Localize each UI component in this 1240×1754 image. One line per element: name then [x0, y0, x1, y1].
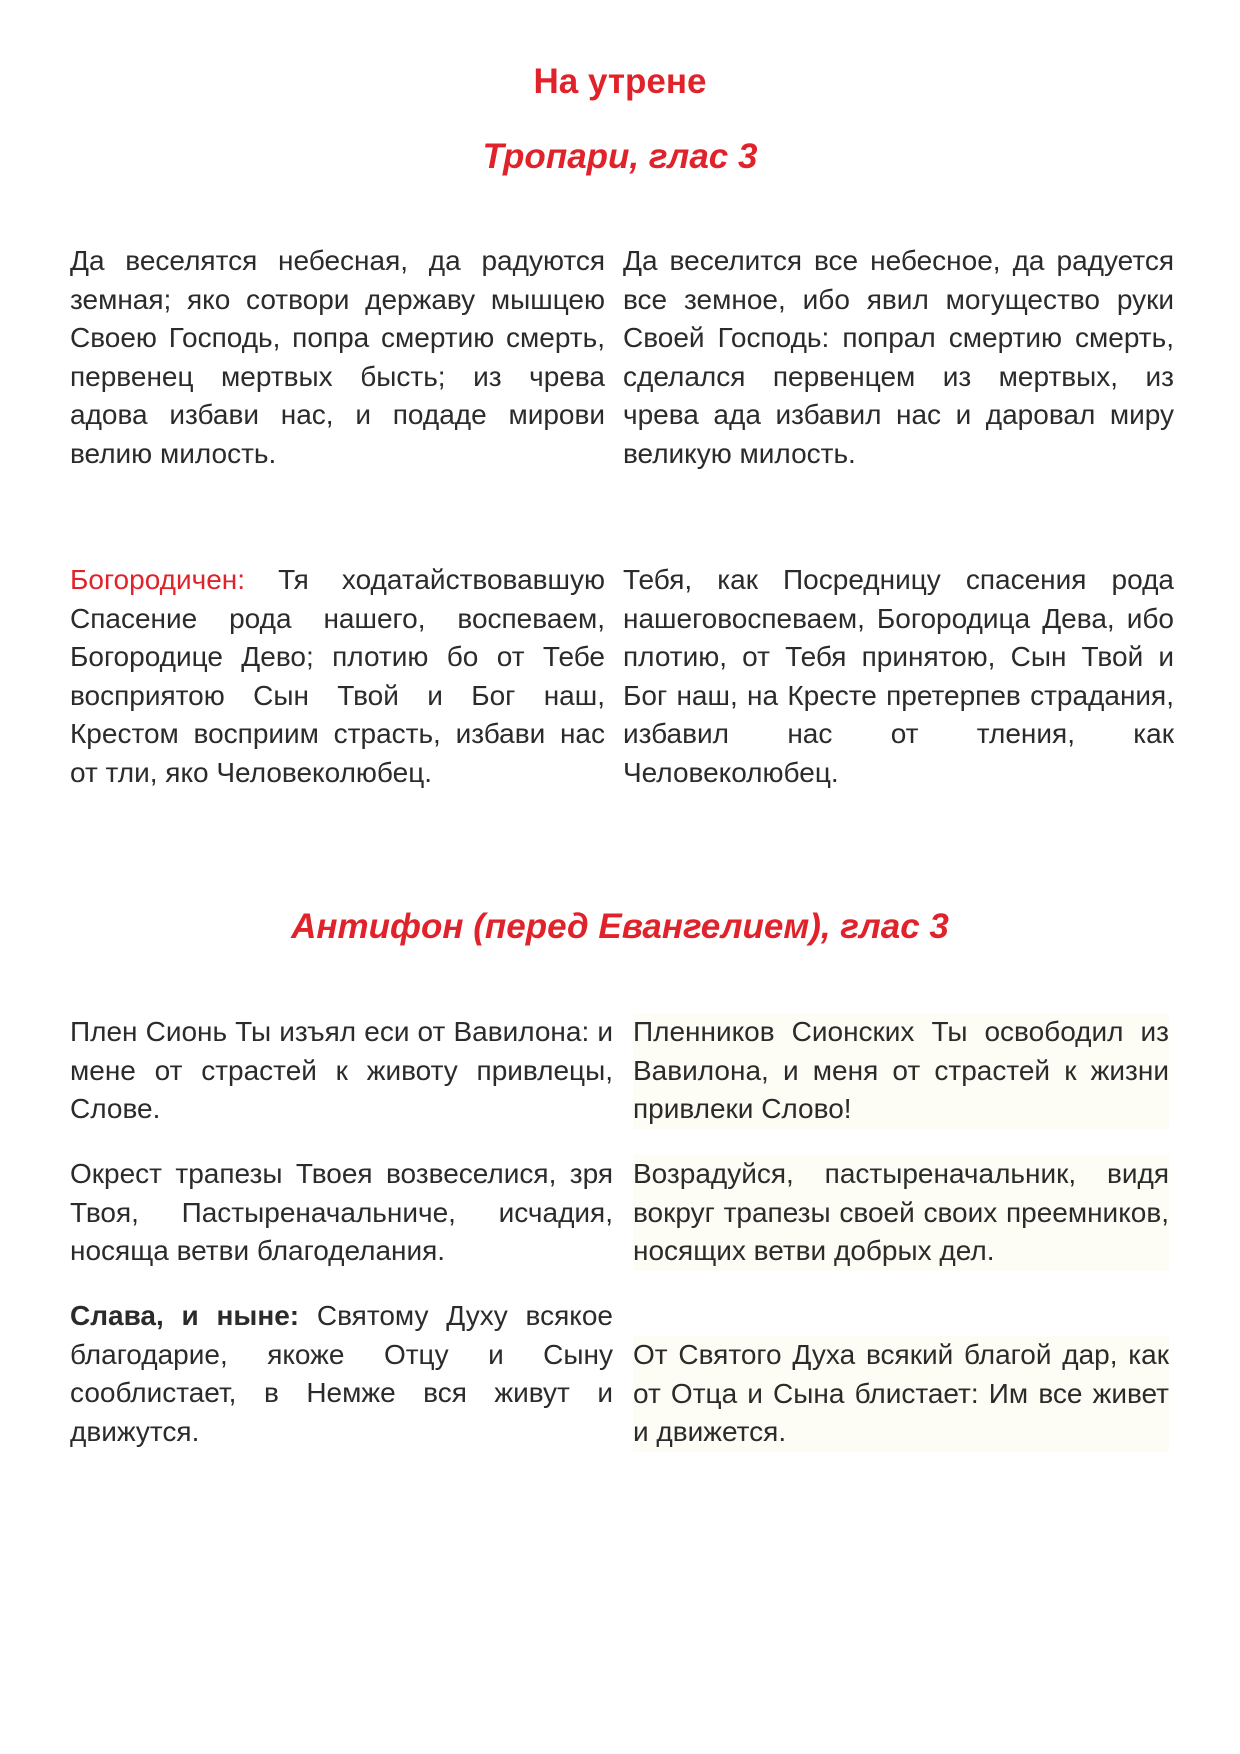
antiphon-verse1-russian: Пленников Сионских Ты освободил из Вавилона, и меня от страстей к жизни привлеки Слово!	[633, 1013, 1169, 1129]
section-title-matins: На утрене	[533, 62, 707, 101]
theotokion-russian: Тебя, как Посредницу спасения рода нашеговоспеваем, Богородица Дева, ибо плотию, от Тебя принятою, Сын Твой и Бог наш, на Кресте претерпев страдания, избавил нас от тления, как Человеколюбец.	[623, 564, 1174, 788]
antiphon-verse1-slavonic: Плен Сионь Ты изъял еси от Вавилона: и мене от страстей к животу привлецы, Слове.	[70, 1016, 613, 1125]
troparion-slavonic: Да веселятся небесная, да радуются земная; яко сотвори державу мышцею Своею Господь, попра смертию смерть, первенец мертвых бысть; из чрева адова избави нас, и подаде мирови велию милость.	[70, 245, 605, 469]
theotokion-slavonic	[70, 561, 605, 793]
section-title-antiphon: Антифон (перед Евангелием), глас 3	[291, 907, 949, 946]
section-title-troparia: Тропари, глас 3	[482, 137, 758, 176]
troparion-russian: Да веселится все небесное, да радуется все земное, ибо явил могущество руки Своей Господь: попрал смертию смерть, сделался первенцем из мертвых, из чрева ада избавил нас и даровал миру великую милость.	[623, 245, 1174, 469]
antiphon-verse3-russian: От Святого Духа всякий благой дар, как от Отца и Сына блистает: Им все живет и движется.	[633, 1336, 1169, 1452]
antiphon-verse2-slavonic: Окрест трапезы Твоея возвеселися, зря Твоя, Пастыреначальниче, исчадия, носяща ветви благоделания.	[70, 1158, 613, 1267]
antiphon-verse2-russian: Возрадуйся, пастыреначальник, видя вокруг трапезы своей своих преемников, носящих ветви добрых дел.	[633, 1155, 1169, 1271]
doxology-label: Слава, и ныне:	[70, 1300, 300, 1331]
antiphon-verse3-slavonic	[70, 1297, 613, 1451]
theotokion-slavonic-text: Тя ходатайствовавшую Спасение рода нашего, воспеваем, Богородице Дево; плотию бо от Тебе восприятою Сын Твой и Бог наш, Крестом восприим страсть, избави нас от тли, яко Человеколюбец.	[70, 564, 605, 788]
antiphon-verse3-slavonic-text: Святому Духу всякое благодарие, якоже Отцу и Сыну сооблистает, в Немже вся живут и движутся.	[70, 1300, 613, 1447]
theotokion-label: Богородичен:	[70, 564, 246, 595]
